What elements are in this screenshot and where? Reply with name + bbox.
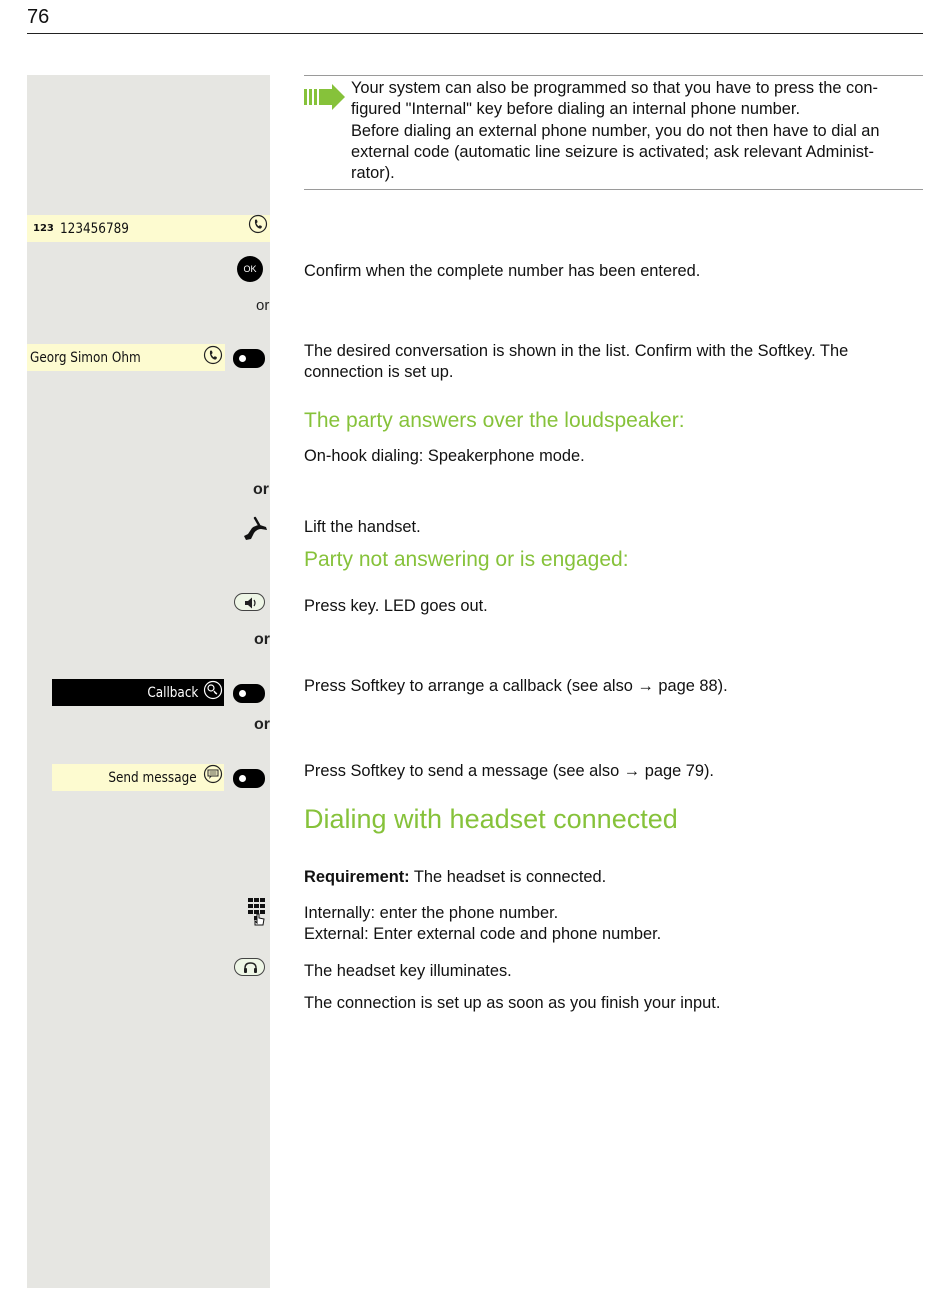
note-bottom-rule: [304, 189, 923, 190]
number-prefix: 123: [33, 223, 54, 234]
or-label: or: [253, 481, 269, 498]
headset-section-title: Dialing with headset connected: [304, 804, 678, 834]
arrow-right-icon: [304, 84, 346, 115]
confirm-text: Confirm when the complete number has been entered.: [304, 262, 701, 280]
or-label: or: [254, 631, 270, 648]
phone-icon: [248, 214, 268, 239]
requirement-text: [304, 867, 924, 888]
speaker-key[interactable]: [234, 593, 265, 611]
note-line: Before dialing an external phone number, you do not then have to dial an: [351, 121, 880, 140]
callback-text: Press Softkey to arrange a callback (see also → page 88).: [304, 677, 728, 695]
contact-display: [27, 344, 225, 371]
speaker-icon: [235, 594, 266, 612]
send-message-label: Send message: [108, 769, 197, 786]
softkey-button[interactable]: [233, 769, 265, 788]
headset-icon: [235, 959, 266, 977]
lift-text: Lift the handset.: [304, 518, 421, 536]
ok-button[interactable]: OK: [237, 256, 263, 282]
press-key-text: Press key. LED goes out.: [304, 597, 488, 615]
conversation-text: [304, 341, 924, 384]
or-label: or: [256, 297, 270, 314]
onhook-text: On-hook dialing: Speakerphone mode.: [304, 447, 585, 465]
note-top-rule: [304, 75, 923, 76]
requirement-label: Requirement:: [304, 868, 410, 886]
message-icon: [203, 764, 223, 789]
note-text: [351, 78, 926, 184]
send-message-softkey-label[interactable]: [52, 764, 224, 791]
header-rule: [27, 33, 923, 34]
callback-softkey-label[interactable]: [52, 679, 224, 706]
callback-label: Callback: [146, 684, 198, 701]
headset-key-text: The headset key illuminates.: [304, 962, 512, 980]
conversation-line: The desired conversation is shown in the list. Confirm with the Softkey. The: [304, 342, 849, 360]
phone-icon: [203, 345, 223, 370]
contact-name: Georg Simon Ohm: [30, 349, 141, 366]
connection-text: The connection is set up as soon as you finish your input.: [304, 994, 721, 1012]
not-answering-heading: Party not answering or is engaged:: [304, 548, 629, 571]
note-line: figured "Internal" key before dialing an internal phone number.: [351, 100, 801, 119]
external-instruction: External: Enter external code and phone number.: [304, 925, 662, 944]
or-label: or: [254, 716, 270, 733]
callback-icon: [203, 680, 223, 705]
softkey-button[interactable]: [233, 684, 265, 703]
conversation-line: connection is set up.: [304, 363, 454, 382]
note-line: Your system can also be programmed so that you have to press the con-: [351, 79, 878, 97]
requirement-value: The headset is connected.: [409, 868, 607, 886]
dialed-number: 123456789: [59, 220, 129, 237]
number-display: [27, 215, 270, 242]
handset-icon: [241, 514, 271, 545]
headset-key[interactable]: [234, 958, 265, 976]
loudspeaker-heading: The party answers over the loudspeaker:: [304, 409, 685, 432]
keypad-icon: [248, 898, 268, 933]
internal-instruction: Internally: enter the phone number.: [304, 904, 559, 922]
note-line: rator).: [351, 164, 395, 183]
note-line: external code (automatic line seizure is activated; ask relevant Administ-: [351, 142, 874, 161]
message-text: Press Softkey to send a message (see also → page 79).: [304, 762, 714, 780]
page-number: 76: [27, 6, 50, 28]
dialing-instructions: [304, 903, 924, 946]
softkey-button[interactable]: [233, 349, 265, 368]
